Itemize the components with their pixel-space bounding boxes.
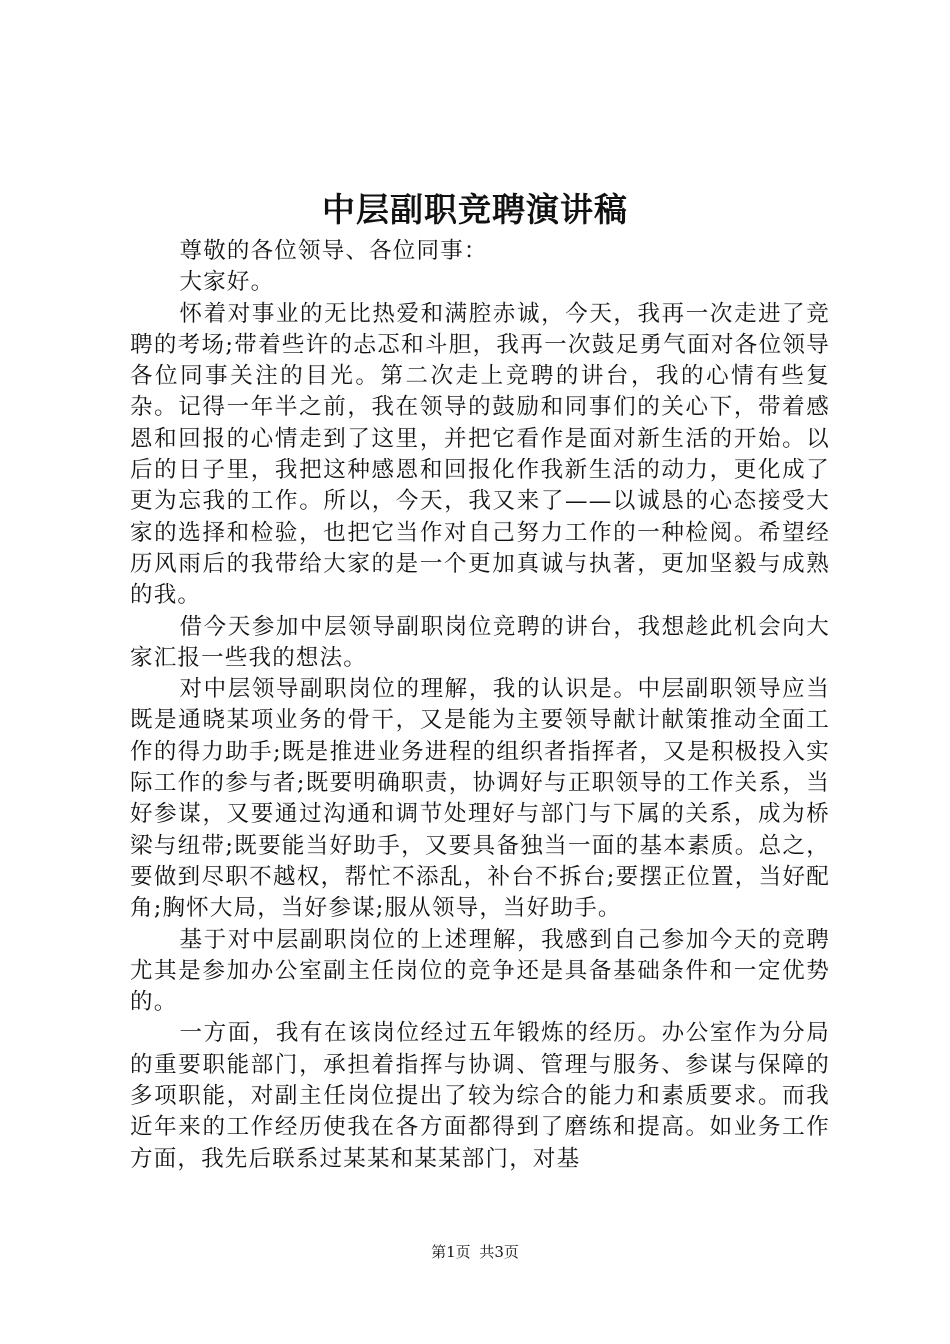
paragraph-intro: 怀着对事业的无比热爱和满腔赤诚，今天，我再一次走进了竞聘的考场;带着些许的忐忑和斗胆，我再一次鼓足勇气面对各位领导各位同事关注的目光。第二次走上竞聘的讲台，我的心情有些复杂。记得一年半之前，我在领导的鼓励和同事们的关心下，带着感恩和回报的心情走到了这里，并把它看作是面对新生活的开始。以后的日子里，我把这种感恩和回报化作我新生活的动力，更化成了更为忘我的工作。所以，今天，我又来了——以诚恳的心态接受大家的选择和检验，也把它当作对自己努力工作的一种检阅。希望经历风雨后的我带给大家的是一个更加真诚与执著，更加坚毅与成熟的我。	[130, 300, 830, 609]
paragraph-experience: 一方面，我有在该岗位经过五年锻炼的经历。办公室作为分局的重要职能部门，承担着指挥与协调、管理与服务、参谋与保障的多项职能，对副主任岗位提出了较为综合的能力和素质要求。而我近年来的工作经历使我在各方面都得到了磨练和提高。如业务工作方面，我先后联系过某某和某某部门，对基	[130, 1020, 830, 1172]
document-title: 中层副职竞聘演讲稿	[322, 190, 628, 229]
paragraph-purpose: 借今天参加中层领导副职岗位竞聘的讲台，我想趁此机会向大家汇报一些我的想法。	[130, 613, 830, 671]
document-body	[130, 236, 830, 1175]
paragraph-advantages: 基于对中层副职岗位的上述理解，我感到自己参加今天的竞聘尤其是参加办公室副主任岗位的竞争还是具备基础条件和一定优势的。	[130, 926, 830, 1016]
page-total: 共3页	[479, 1243, 519, 1261]
salutation: 尊敬的各位领导、各位同事：	[179, 238, 488, 264]
page-number: 第1页	[431, 1243, 471, 1261]
page-footer	[0, 1242, 950, 1262]
paragraph-understanding: 对中层领导副职岗位的理解，我的认识是。中层副职领导应当既是通晓某项业务的骨干，又是能为主要领导献计献策推动全面工作的得力助手;既是推进业务进程的组织者指挥者，又是积极投入实际工作的参与者;既要明确职责，协调好与正职领导的工作关系，当好参谋，又要通过沟通和调节处理好与部门与下属的关系，成为桥梁与纽带;既要能当好助手，又要具备独当一面的基本素质。总之，要做到尽职不越权，帮忙不添乱，补台不拆台;要摆正位置，当好配角;胸怀大局，当好参谋;服从领导，当好助手。	[130, 676, 830, 922]
greeting: 大家好。	[179, 269, 275, 296]
